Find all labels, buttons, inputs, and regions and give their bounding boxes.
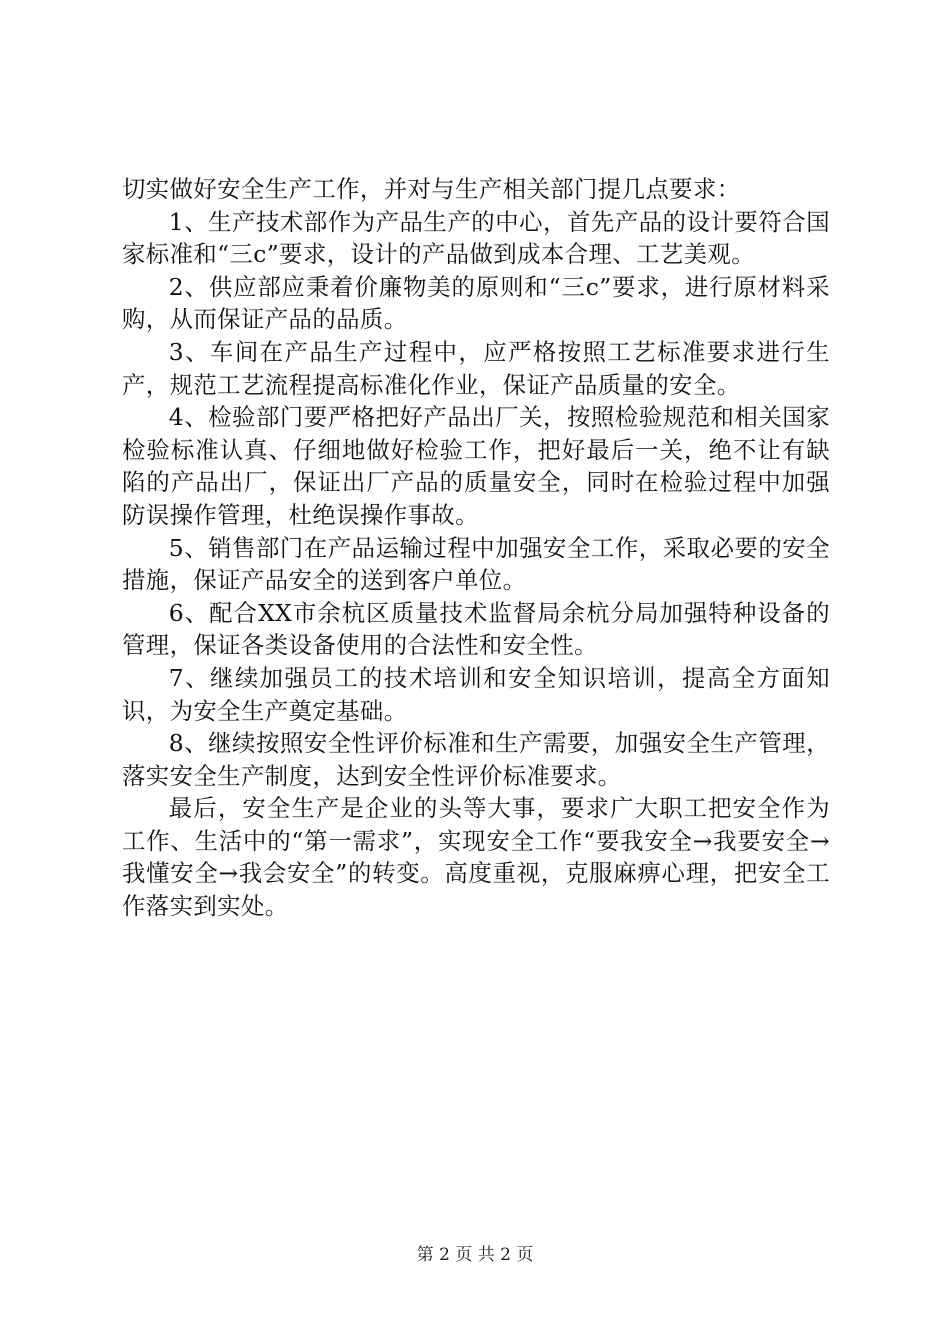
requirement-1-paragraph: 1、生产技术部作为产品生产的中心，首先产品的设计要符合国家标准和“三c”要求，设计的产品做到成本合理、工艺美观。 <box>122 207 830 269</box>
conclusion-paragraph: 最后，安全生产是企业的头等大事，要求广大职工把安全作为工作、生活中的“第一需求”，实现安全工作“要我安全→我要安全→我懂安全→我会安全”的转变。高度重视，克服麻痹心理，把安全工作落实到实处。 <box>122 794 830 921</box>
requirement-6-paragraph: 6、配合XX市余杭区质量技术监督局余杭分局加强特种设备的管理，保证各类设备使用的合法性和安全性。 <box>122 598 830 660</box>
page-number-footer: 第 2 页 共 2 页 <box>416 1245 534 1265</box>
requirement-7-paragraph: 7、继续加强员工的技术培训和安全知识培训，提高全方面知识，为安全生产奠定基础。 <box>122 663 830 725</box>
requirement-3-paragraph: 3、车间在产品生产过程中，应严格按照工艺标准要求进行生产，规范工艺流程提高标准化作业，保证产品质量的安全。 <box>122 337 830 399</box>
requirement-4-paragraph: 4、检验部门要严格把好产品出厂关，按照检验规范和相关国家检验标准认真、仔细地做好检验工作，把好最后一关，绝不让有缺陷的产品出厂，保证出厂产品的质量安全，同时在检验过程中加强防误操作管理，杜绝误操作事故。 <box>122 403 830 529</box>
requirement-8-paragraph: 8、继续按照安全性评价标准和生产需要，加强安全生产管理，落实安全生产制度，达到安全性评价标准要求。 <box>122 729 830 790</box>
requirement-5-paragraph: 5、销售部门在产品运输过程中加强安全工作，采取必要的安全措施，保证产品安全的送到客户单位。 <box>122 533 830 595</box>
requirement-2-paragraph: 2、供应部应秉着价廉物美的原则和“三c”要求，进行原材料采购，从而保证产品的品质。 <box>122 272 830 334</box>
document-body <box>122 173 830 923</box>
intro-paragraph: 切实做好安全生产工作，并对与生产相关部门提几点要求： <box>122 175 741 203</box>
